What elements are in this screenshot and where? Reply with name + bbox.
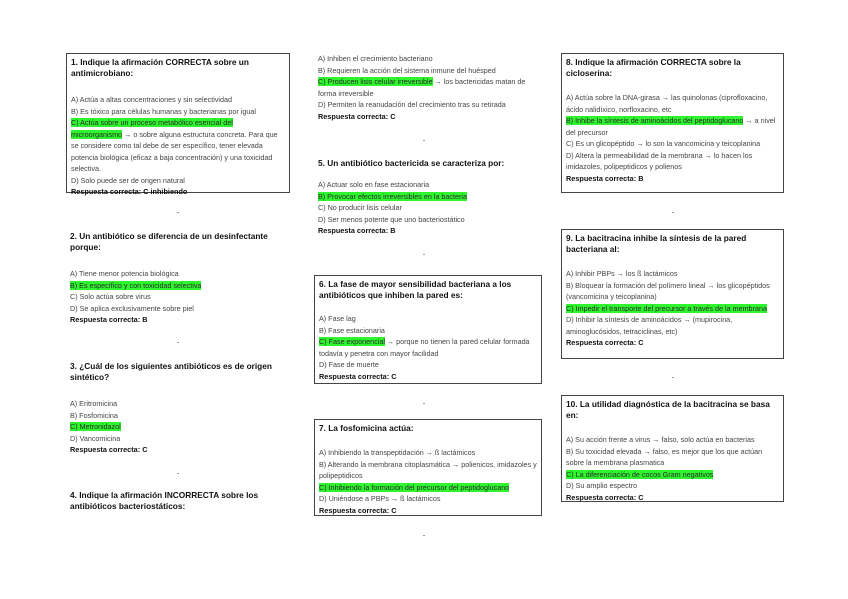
question-8-answer: Respuesta correcta: B xyxy=(566,173,644,183)
question-6-title: 6. La fase de mayor sensibilidad bacteriana a los antibióticos que inhiben la pared es: xyxy=(319,279,512,300)
highlighted-answer: C) La diferenciación de cocos Gram negativos xyxy=(566,469,714,479)
separator-dot xyxy=(177,342,179,343)
highlighted-answer: C) Impedir el transporte del precursor a través de la membrana xyxy=(566,303,767,313)
question-9-title: 9. La bacitracina inhibe la síntesis de la pared bacteriana al: xyxy=(566,233,747,254)
separator-dot xyxy=(423,140,425,141)
question-9-option-b: B) Bloquear la formación del polímero lineal → los glicopéptidos (vancomicina y teicoplanina) xyxy=(566,280,770,301)
question-8-option-a: A) Actúa sobre la DNA-girasa → las quinolonas (ciprofloxacino, ácido nalidíxico, norfloxacino, etc xyxy=(566,93,768,114)
question-5-option-c: C) No producir lisis celular xyxy=(318,203,402,212)
question-1-title: 1. Indique la afirmación CORRECTA sobre un antimicrobiano: xyxy=(71,57,249,78)
question-4-title: 4. Indique la afirmación INCORRECTA sobre los antibióticos bacteriostáticos: xyxy=(70,490,259,511)
question-5-title: 5. Un antibiótico bactericida se caracteriza por: xyxy=(318,158,505,168)
question-1-option-d: D) Solo puede ser de origen natural xyxy=(71,175,185,185)
answer-explanation: → o sobre alguna estructura concreta. Para que se considere como tal debe de ser específico, tener elevada potencia biológica (eficaz a baja concentración) y una toxicidad selectiva. xyxy=(71,129,278,173)
question-9-option-d: D) Inhibir la síntesis de aminoácidos → (mupirocina, aminoglucósidos, tetraciclinas, etc) xyxy=(566,315,733,336)
highlighted-answer: B) Es específico y con toxicidad selectiva xyxy=(70,280,202,290)
question-7-option-a: A) Inhibiendo la transpeptidación → ß lactámicos xyxy=(319,448,476,457)
separator-dot xyxy=(177,473,179,474)
answer-explanation: → porque no tienen la pared celular formada todavía y penetra con mayor facilidad xyxy=(319,337,530,358)
question-1-option-b: B) Es tóxico para células humanas y bacterianas por igual xyxy=(71,106,256,116)
question-6-option-d: D) Fase de muerte xyxy=(319,360,379,369)
separator-dot xyxy=(177,212,179,213)
question-4-option-c xyxy=(318,76,542,99)
separator-dot xyxy=(672,377,674,378)
question-5-option-a: A) Actuar solo en fase estacionaria xyxy=(318,180,430,189)
question-2-option-a: A) Tiene menor potencia biológica xyxy=(70,269,179,278)
question-9-answer: Respuesta correcta: C xyxy=(566,338,644,347)
question-3-option-c xyxy=(70,421,286,433)
question-5-card xyxy=(314,155,542,240)
question-3-title: 3. ¿Cuál de los siguientes antibióticos es de origen sintético? xyxy=(70,361,272,382)
question-7-option-d: D) Uniéndose a PBPs → ß lactámicos xyxy=(319,494,441,503)
separator-dot xyxy=(672,212,674,213)
question-1-option-a: A) Actúa a altas concentraciones y sin selectividad xyxy=(71,95,233,104)
highlighted-answer: C) Fase exponencial xyxy=(319,337,385,346)
question-7-answer: Respuesta correcta: C xyxy=(319,505,397,515)
question-5-option-b xyxy=(318,191,538,203)
question-7-title: 7. La fosfomicina actúa: xyxy=(319,423,414,433)
question-2-option-b xyxy=(70,280,286,292)
question-9-option-c xyxy=(566,303,779,315)
question-4-option-b: B) Requieren la acción del sistema inmune del huésped xyxy=(318,65,496,75)
highlighted-answer: B) Provocar efectos irreversibles en la bacteria xyxy=(318,191,468,201)
highlighted-answer: C) Inhibiendo la formación del precursor del peptidoglucano xyxy=(319,482,510,492)
question-2-card xyxy=(66,228,290,329)
question-10-title: 10. La utilidad diagnóstica de la bacitracina se basa en: xyxy=(566,399,770,420)
question-6-option-a: A) Fase lag xyxy=(319,314,356,323)
separator-dot xyxy=(423,254,425,255)
question-3-option-b: B) Fosfomicina xyxy=(70,410,118,420)
question-2-option-c: C) Solo actúa sobre virus xyxy=(70,292,151,301)
question-7-option-c xyxy=(319,482,537,494)
question-1-option-c xyxy=(71,117,285,175)
question-10-answer: Respuesta correcta: C xyxy=(566,492,644,502)
question-9-card xyxy=(561,229,784,359)
question-8-option-b xyxy=(566,115,779,138)
question-3-answer: Respuesta correcta: C xyxy=(70,445,148,454)
question-5-option-d: D) Ser menos potente que uno bacteriostático xyxy=(318,214,465,224)
question-7-option-b: B) Alterando la membrana citoplasmática → polienicos, imidazoles y polipeptidicos xyxy=(319,459,537,480)
question-8-option-c: C) Es un glicopéptido → lo son la vancomicina y teicoplanina xyxy=(566,139,761,148)
answer-explanation: → a nivel del precursor xyxy=(566,116,776,137)
highlighted-answer: C) Metronidazol xyxy=(70,422,121,431)
question-6-option-c xyxy=(319,336,537,359)
question-3-card xyxy=(66,358,290,459)
question-4-card xyxy=(66,487,290,515)
highlighted-answer: C) Actúa sobre un proceso metabólico esencial del microorganismo xyxy=(71,118,233,139)
question-10-option-a: A) Su acción frente a virus → falso, solo actúa en bacterias xyxy=(566,435,755,444)
highlighted-answer: C) Producen lisis celular irreversible xyxy=(318,77,433,86)
separator-dot xyxy=(423,403,425,404)
question-2-answer: Respuesta correcta: B xyxy=(70,315,148,324)
question-6-option-b: B) Fase estacionaria xyxy=(319,325,385,335)
question-4-option-a: A) Inhiben el crecimiento bacteriano xyxy=(318,54,433,63)
question-4-option-d: D) Permiten la reanudación del crecimiento tras su retirada xyxy=(318,100,506,109)
question-8-option-d: D) Altera la permeabilidad de la membrana → lo hacen los imidazoles, polipeptidicos y polienos xyxy=(566,150,753,171)
question-5-answer: Respuesta correcta: B xyxy=(318,226,396,235)
question-9-option-a: A) Inhibir PBPs → los ß lactámicos xyxy=(566,269,678,278)
question-10-option-b: B) Su toxicidad elevada → falso, es mejor que los que actúan sobre la membrana plasmatica xyxy=(566,446,763,467)
question-3-option-a: A) Eritromicina xyxy=(70,399,118,408)
separator-dot xyxy=(423,535,425,536)
question-3-option-d: D) Vancomicina xyxy=(70,433,121,443)
question-6-answer: Respuesta correcta: C xyxy=(319,371,397,381)
question-1-card xyxy=(66,53,290,196)
question-10-option-c xyxy=(566,469,779,481)
question-6-card xyxy=(314,275,542,384)
question-4-continuation xyxy=(318,53,542,122)
answer-explanation: → los bactericidas matan de forma irreversible xyxy=(318,77,526,98)
question-4-answer: Respuesta correcta: C xyxy=(318,111,396,121)
highlighted-answer: B) Inhibe la síntesis de aminoácidos del peptidoglucano xyxy=(566,116,744,125)
question-2-title: 2. Un antibiótico se diferencia de un desinfectante porque: xyxy=(70,231,268,252)
question-10-card xyxy=(561,395,784,502)
question-2-option-d: D) Se aplica exclusivamente sobre piel xyxy=(70,303,194,313)
question-7-card xyxy=(314,419,542,516)
question-8-card xyxy=(561,53,784,193)
question-1-answer: Respuesta correcta: C inhibiendo xyxy=(71,187,188,196)
question-8-title: 8. Indique la afirmación CORRECTA sobre la cicloserina: xyxy=(566,57,741,78)
question-10-option-d: D) Su amplio espectro xyxy=(566,481,638,490)
